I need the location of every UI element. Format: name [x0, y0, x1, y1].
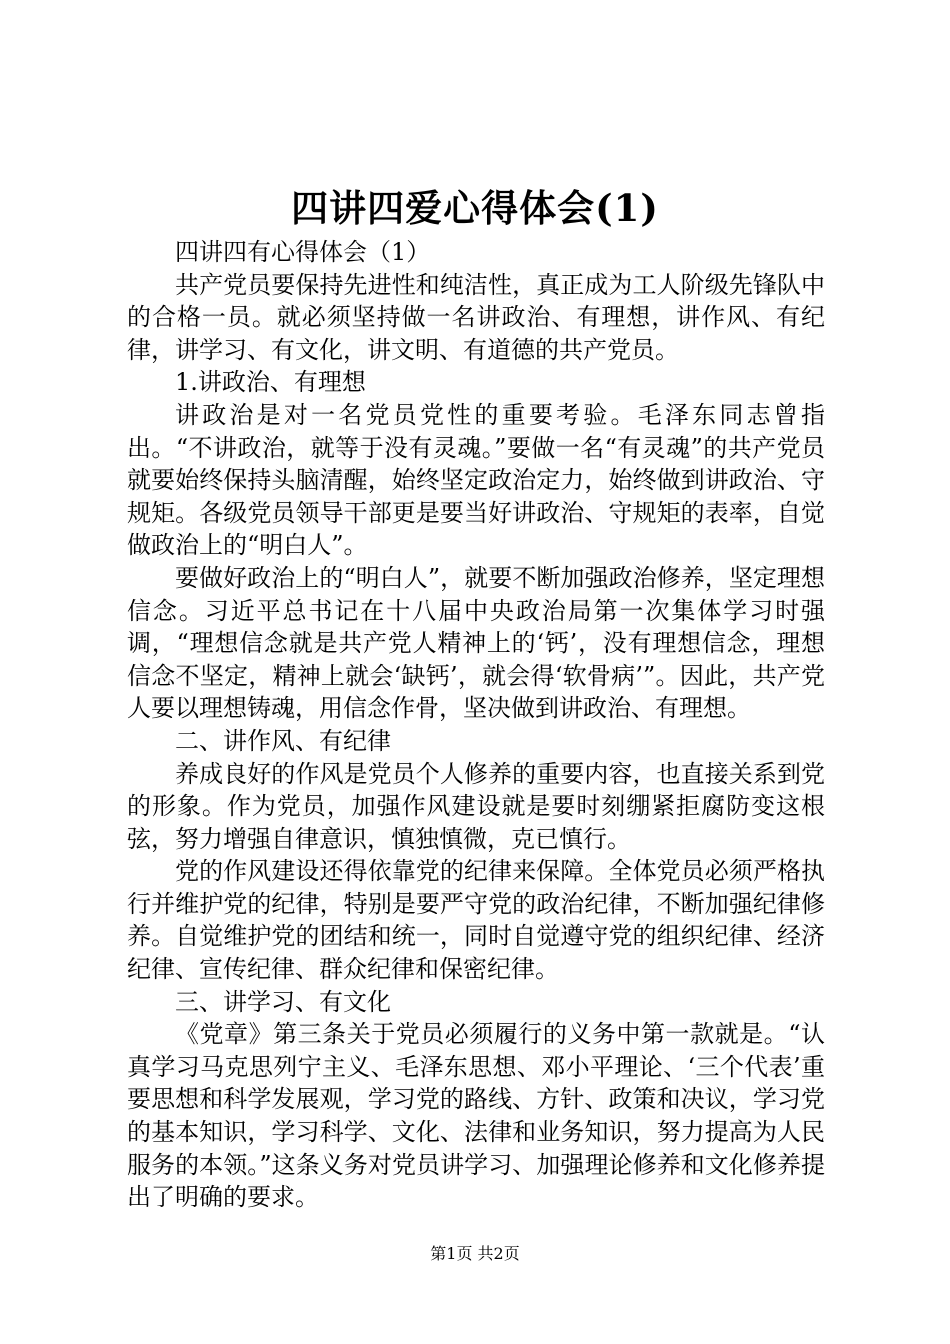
- body-paragraph: 讲政治是对一名党员党性的重要考验。毛泽东同志曾指出。“不讲政治，就等于没有灵魂。”要做一名“有灵魂”的共产党员就要始终保持头脑清醒，始终坚定政治定力，始终做到讲政治、守规矩。各级党员领导干部更是要当好讲政治、守规矩的表率，自觉做政治上的“明白人”。: [127, 400, 825, 560]
- section-heading-learning: 三、讲学习、有文化: [175, 987, 391, 1016]
- subtitle-paragraph: 四讲四有心得体会（1）: [175, 238, 431, 266]
- section-heading-politics: 1.讲政治、有理想: [175, 368, 366, 397]
- body-paragraph: 养成良好的作风是党员个人修养的重要内容，也直接关系到党的形象。作为党员，加强作风建设就是要时刻绷紧拒腐防变这根弦，努力增强自律意识，慎独慎微，克已慎行。: [127, 759, 825, 853]
- section-heading-style: 二、讲作风、有纪律: [175, 726, 391, 755]
- body-paragraph: 《党章》第三条关于党员必须履行的义务中第一款就是。“认真学习马克思列宁主义、毛泽东思想、邓小平理论、‘三个代表’重要思想和科学发展观，学习党的路线、方针、政策和决议，学习党的基本知识，学习科学、文化、法律和业务知识，努力提高为人民服务的本领。”这条义务对党员讲学习、加强理论修养和文化修养提出了明确的要求。: [127, 1020, 825, 1212]
- page-number-footer: 第1页 共2页: [430, 1244, 520, 1263]
- body-paragraph: 党的作风建设还得依靠党的纪律来保障。全体党员必须严格执行并维护党的纪律，特别是要严守党的政治纪律，不断加强纪律修养。自觉维护党的团结和统一，同时自觉遵守党的组织纪律、经济纪律、宣传纪律、群众纪律和保密纪律。: [127, 857, 825, 984]
- intro-paragraph: 共产党员要保持先进性和纯洁性，真正成为工人阶级先锋队中的合格一员。就必须坚持做一名讲政治、有理想，讲作风、有纪律，讲学习、有文化，讲文明、有道德的共产党员。: [127, 270, 825, 364]
- document-title: 四讲四爱心得体会(1): [291, 186, 659, 230]
- body-paragraph: 要做好政治上的“明白人”，就要不断加强政治修养，坚定理想信念。习近平总书记在十八届中央政治局第一次集体学习时强调，“理想信念就是共产党人精神上的‘钙’，没有理想信念，理想信念不坚定，精神上就会‘缺钙’，就会得‘软骨病’”。因此，共产党人要以理想铸魂，用信念作骨，坚决做到讲政治、有理想。: [127, 563, 825, 723]
- document-body: [127, 236, 825, 1214]
